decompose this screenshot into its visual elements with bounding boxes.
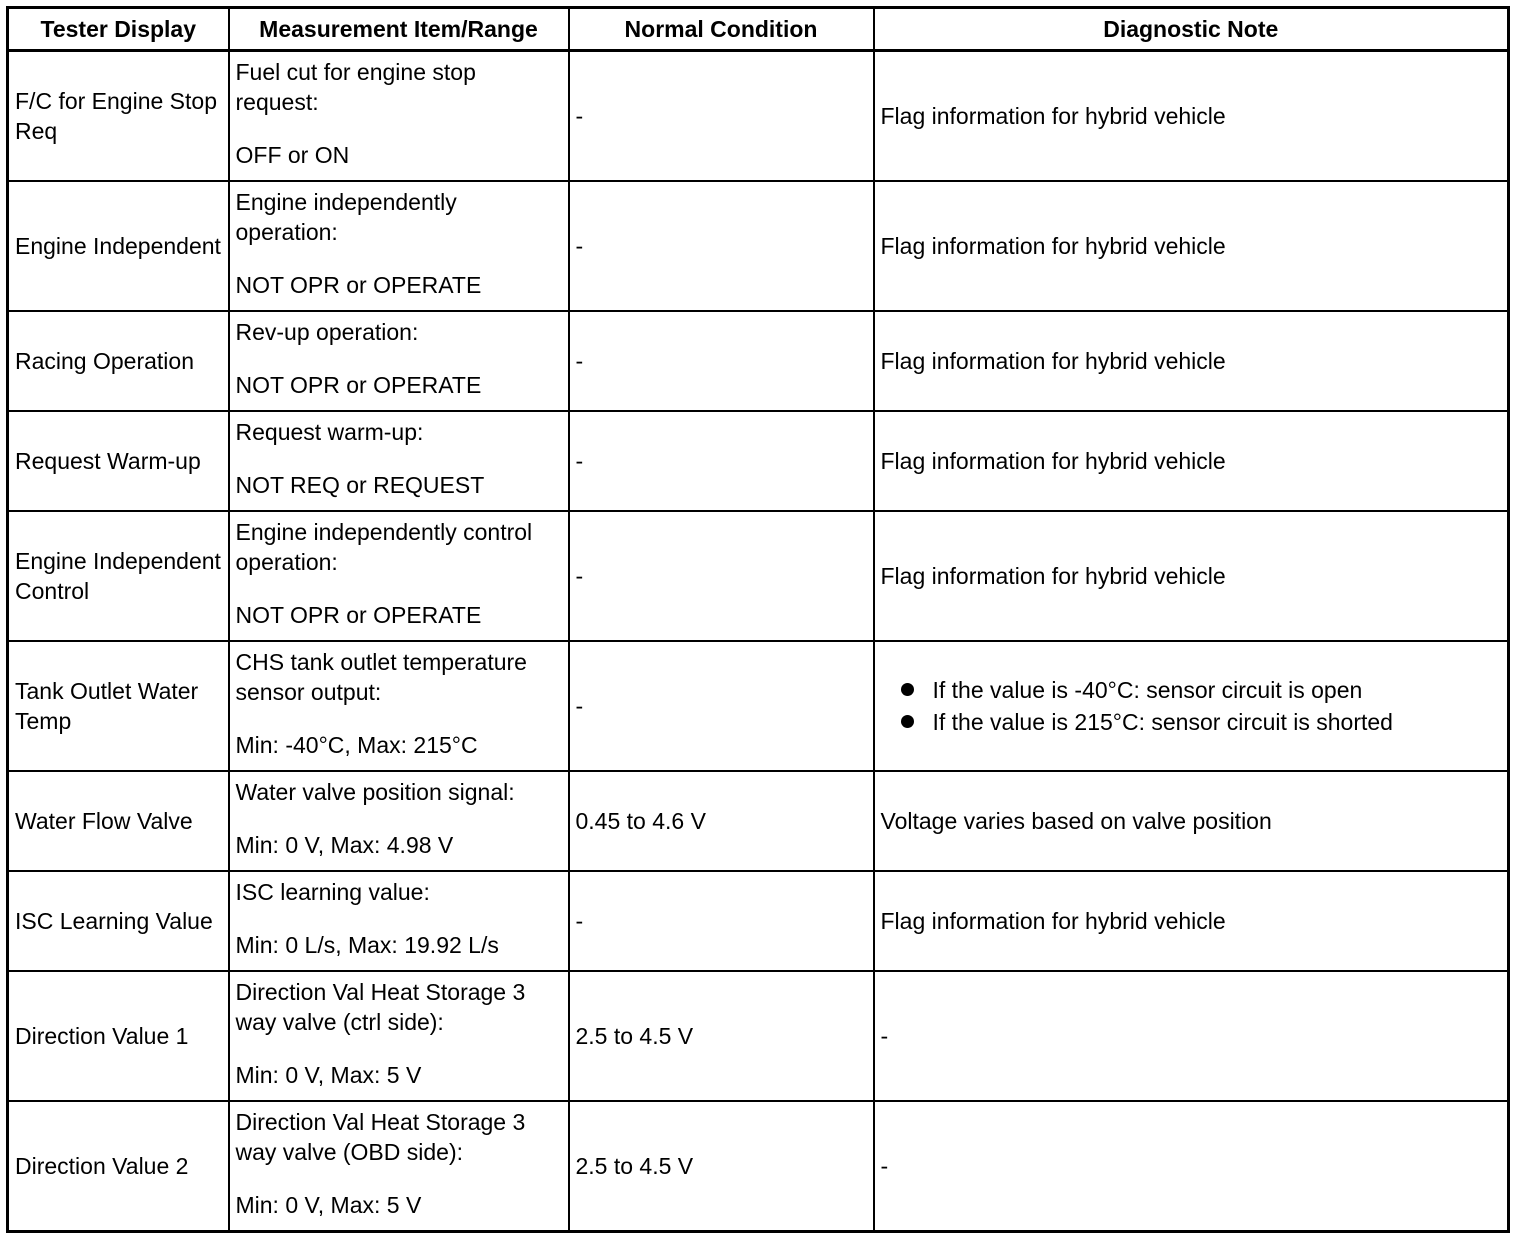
- table-row: [8, 181, 1509, 311]
- diagnostic-note-cell: Flag information for hybrid vehicle: [874, 181, 1509, 311]
- normal-condition-cell: -: [569, 871, 874, 971]
- normal-condition-cell: -: [569, 51, 874, 182]
- measurement-range: Min: -40°C, Max: 215°C: [235, 732, 478, 758]
- data-table: [6, 6, 1510, 1233]
- measurement-item: ISC learning value:: [235, 879, 430, 905]
- tester-display-cell: Engine Independent Control: [8, 511, 229, 641]
- normal-condition-cell: -: [569, 181, 874, 311]
- diagnostic-note-cell: Flag information for hybrid vehicle: [874, 311, 1509, 411]
- measurement-cell: [229, 1101, 569, 1232]
- diagnostic-note-list: [881, 674, 1502, 738]
- header-normal-condition: Normal Condition: [569, 8, 874, 51]
- measurement-item: Direction Val Heat Storage 3 way valve (OBD side):: [235, 1109, 526, 1165]
- measurement-item: Engine independently operation:: [235, 189, 457, 245]
- measurement-range: Min: 0 V, Max: 4.98 V: [235, 832, 454, 858]
- measurement-range: NOT OPR or OPERATE: [235, 272, 482, 298]
- measurement-cell: [229, 181, 569, 311]
- table-row: [8, 871, 1509, 971]
- measurement-item: Rev-up operation:: [235, 319, 419, 345]
- header-measurement: Measurement Item/Range: [229, 8, 569, 51]
- tester-display-cell: Tank Outlet Water Temp: [8, 641, 229, 771]
- normal-condition-cell: 0.45 to 4.6 V: [569, 771, 874, 871]
- measurement-item: CHS tank outlet temperature sensor output:: [235, 649, 527, 705]
- measurement-item: Water valve position signal:: [235, 779, 515, 805]
- diagnostic-note-cell: [874, 641, 1509, 771]
- header-tester-display: Tester Display: [8, 8, 229, 51]
- measurement-cell: [229, 771, 569, 871]
- diagnostic-note-cell: Flag information for hybrid vehicle: [874, 51, 1509, 182]
- measurement-range: NOT OPR or OPERATE: [235, 602, 482, 628]
- measurement-item: Engine independently control operation:: [235, 519, 533, 575]
- measurement-range: OFF or ON: [235, 142, 350, 168]
- tester-display-cell: Water Flow Valve: [8, 771, 229, 871]
- diagnostic-note-cell: -: [874, 1101, 1509, 1232]
- measurement-cell: [229, 871, 569, 971]
- diagnostic-note-cell: -: [874, 971, 1509, 1101]
- normal-condition-cell: -: [569, 411, 874, 511]
- table-row: [8, 641, 1509, 771]
- list-item: If the value is 215°C: sensor circuit is shorted: [901, 706, 1502, 738]
- table-row: [8, 411, 1509, 511]
- measurement-range: Min: 0 L/s, Max: 19.92 L/s: [235, 932, 499, 958]
- normal-condition-cell: 2.5 to 4.5 V: [569, 1101, 874, 1232]
- measurement-cell: [229, 411, 569, 511]
- diagnostic-note-cell: Flag information for hybrid vehicle: [874, 511, 1509, 641]
- normal-condition-cell: -: [569, 311, 874, 411]
- tester-display-cell: Racing Operation: [8, 311, 229, 411]
- measurement-item: Fuel cut for engine stop request:: [235, 59, 476, 115]
- measurement-item: Direction Val Heat Storage 3 way valve (ctrl side):: [235, 979, 526, 1035]
- measurement-cell: [229, 641, 569, 771]
- tester-display-cell: F/C for Engine Stop Req: [8, 51, 229, 182]
- tester-display-cell: Request Warm-up: [8, 411, 229, 511]
- measurement-range: Min: 0 V, Max: 5 V: [235, 1192, 422, 1218]
- normal-condition-cell: 2.5 to 4.5 V: [569, 971, 874, 1101]
- measurement-cell: [229, 971, 569, 1101]
- diagnostic-note-cell: Voltage varies based on valve position: [874, 771, 1509, 871]
- header-row: [8, 8, 1509, 51]
- tester-display-cell: Direction Value 2: [8, 1101, 229, 1232]
- table-row: [8, 971, 1509, 1101]
- tester-display-cell: ISC Learning Value: [8, 871, 229, 971]
- measurement-range: NOT OPR or OPERATE: [235, 372, 482, 398]
- tester-display-cell: Engine Independent: [8, 181, 229, 311]
- measurement-item: Request warm-up:: [235, 419, 424, 445]
- table-row: [8, 511, 1509, 641]
- measurement-cell: [229, 511, 569, 641]
- measurement-cell: [229, 51, 569, 182]
- measurement-range: Min: 0 V, Max: 5 V: [235, 1062, 422, 1088]
- table-row: [8, 771, 1509, 871]
- normal-condition-cell: -: [569, 511, 874, 641]
- table-row: [8, 1101, 1509, 1232]
- normal-condition-cell: -: [569, 641, 874, 771]
- measurement-cell: [229, 311, 569, 411]
- header-diagnostic-note: Diagnostic Note: [874, 8, 1509, 51]
- diagnostic-note-cell: Flag information for hybrid vehicle: [874, 871, 1509, 971]
- diagnostic-note-cell: Flag information for hybrid vehicle: [874, 411, 1509, 511]
- table-row: [8, 51, 1509, 182]
- list-item: If the value is -40°C: sensor circuit is open: [901, 674, 1502, 706]
- measurement-range: NOT REQ or REQUEST: [235, 472, 485, 498]
- table-row: [8, 311, 1509, 411]
- tester-display-cell: Direction Value 1: [8, 971, 229, 1101]
